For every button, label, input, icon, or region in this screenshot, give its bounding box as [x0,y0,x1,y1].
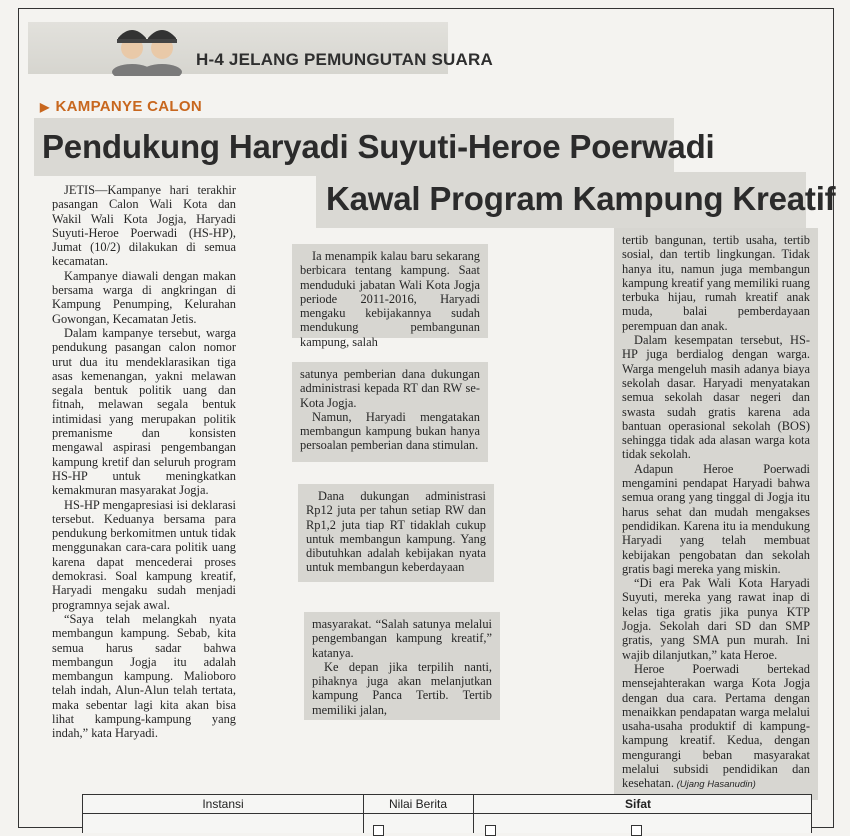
paragraph: Dana dukungan administrasi Rp12 juta per tahun setiap RW dan Rp1,2 juta tiap RT tidaklah cukup untuk membangun kampung. Yang dibutuhkan adalah kebijakan nyata untuk membangun keberdayaan [306,489,486,575]
article-column-2a [292,244,488,349]
paragraph: masyarakat. “Salah satunya melalui pengembangan kampung kreatif,” katanya. [312,617,492,660]
author-byline: (Ujang Hasanudin) [673,779,756,791]
rating-checkbox[interactable] [373,825,384,836]
kicker-label: KAMPANYE CALON [55,98,202,115]
header-nilai-berita: Nilai Berita [388,797,448,811]
article-column-2b [292,362,488,462]
rating-checkbox[interactable] [485,825,496,836]
paragraph: Ke depan jika terpilih nanti, pihaknya juga akan melanjutkan kampung Panca Tertib. Tertib memiliki jalan, [312,659,492,717]
paragraph: Adapun Heroe Poerwadi mengamini pendapat Haryadi bahwa semua orang yang tinggal di Jogja itu harus sehat dan mudah mengakses pendidikan. Karena itu ia mendukung Haryadi yang telah membuat kebijakan pengobatan dan sekolah gratis bagi mereka yang miskin. [622,461,810,576]
article-column-3 [614,228,818,800]
header-instansi: Instansi [202,797,244,811]
paragraph: Dalam kesempatan tersebut, HS-HP juga berdialog dengan warga. Warga mengeluh masih adanya biaya sekolah dasar. Haryadi menyatakan semua sekolah dasar negeri dan swasta sudah gratis karena ada bantuan operasional sekolah (BOS) sehingga tidak ada alasan warga kota tidak sekolah. [622,333,810,462]
table-header-rule [83,813,811,814]
paragraph: Namun, Haryadi mengatakan membangun kampung bukan hanya persoalan pemberian dana stimulan. [300,409,480,453]
article-column-2c [298,484,494,582]
header-sifat: Sifat [624,797,651,811]
paragraph: satunya pemberian dana dukungan administrasi kepada RT dan RW se-Kota Jogja. [300,367,480,410]
paragraph: tertib bangunan, tertib usaha, tertib sosial, dan tertib lingkungan. Tidak hanya itu, namun juga membangun kampung kreatif yang memiliki ruang terbuka hijau, rumah kreatif anak muda, balai pemberdayaan perempuan dan anak. [622,233,810,333]
headline-line-2: Kawal Program Kampung Kreatif [326,180,836,217]
paragraph: Kampanye diawali dengan makan bersama warga di angkringan di Kampung Penumping, Kelurahan Gowongan, Kecamatan Jetis. [52,268,236,326]
headline-line-1: Pendukung Haryadi Suyuti-Heroe Poerwadi [42,128,715,165]
paragraph: Dalam kampanye tersebut, warga pendukung pasangan calon nomor urut dua itu mendeklarasikan tiga asas kemenangan, yakni melawan segala bentuk politik uang dan fitnah, melawan segala bentuk intimidasi yang merupakan politik premanisme dan konsisten mengawal aspirasi pengembangan kampung kretif dan seluruh program HS-HP untuk meningkatkan kemakmuran masyarakat Jogja. [52,325,236,498]
paragraph: JETIS—Kampanye hari terakhir pasangan Calon Wali Kota dan Wakil Wali Kota Jogja, Haryadi Suyuti-Heroe Poerwadi (HS-HP), Jumat (10/2) dilakukan di semua kecamatan. [52,183,236,269]
evaluation-table [82,794,812,833]
paragraph: Ia menampik kalau baru sekarang berbicara tentang kampung. Saat menduduki jabatan Wali Kota Jogja periode 2011-2016, Haryadi mengaku kebijakannya sudah mendukung pembangunan kampung, salah [300,249,480,349]
paragraph: HS-HP mengapresiasi isi deklarasi tersebut. Keduanya bersama para pendukung berkomitmen untuk tidak menggunakan cara-cara politik uang karena dapat mencederai proses demokrasi. Soal kampung kreatif, Haryadi mengaku sudah menjadi programnya sejak awal. [52,497,236,612]
paragraph: Heroe Poerwadi bertekad mensejahterakan warga Kota Jogja dengan dua cara. Pertama dengan menaikkan pendapatan warga melalui usaha-usaha produktif di kampung-kampung kreatif. Kedua, dengan mengurangi beban masyarakat melalui subsidi pendidikan dan kesehatan. (Ujang Hasanudin) [622,661,810,791]
candidates-avatar-icon [110,18,186,76]
paragraph: “Di era Pak Wali Kota Haryadi Suyuti, mereka yang rawat inap di kelas tiga gratis jika punya KTP Jogja. Sekolah dari SD dan SMP gratis, yang SMA pun murah. Ini wajib dilanjutkan,” kata Heroe. [622,576,810,662]
article-column-2d [304,612,500,720]
section-kicker [40,98,202,115]
sentiment-checkbox[interactable] [631,825,642,836]
rubric-title: H-4 JELANG PEMUNGUTAN SUARA [196,50,493,69]
triangle-bullet-icon: ▶ [40,100,50,114]
article-column-1 [44,178,244,760]
paragraph: “Saya telah melangkah nyata membangun kampung. Sebab, kita semua harus sadar bahwa membangun Jogja itu adalah membangun kampung. Malioboro telah indah, Alun-Alun telah tertata, maka sebentar lagi kita akan bisa lihat kampung-kampung yang indah,” kata Haryadi. [52,611,236,741]
